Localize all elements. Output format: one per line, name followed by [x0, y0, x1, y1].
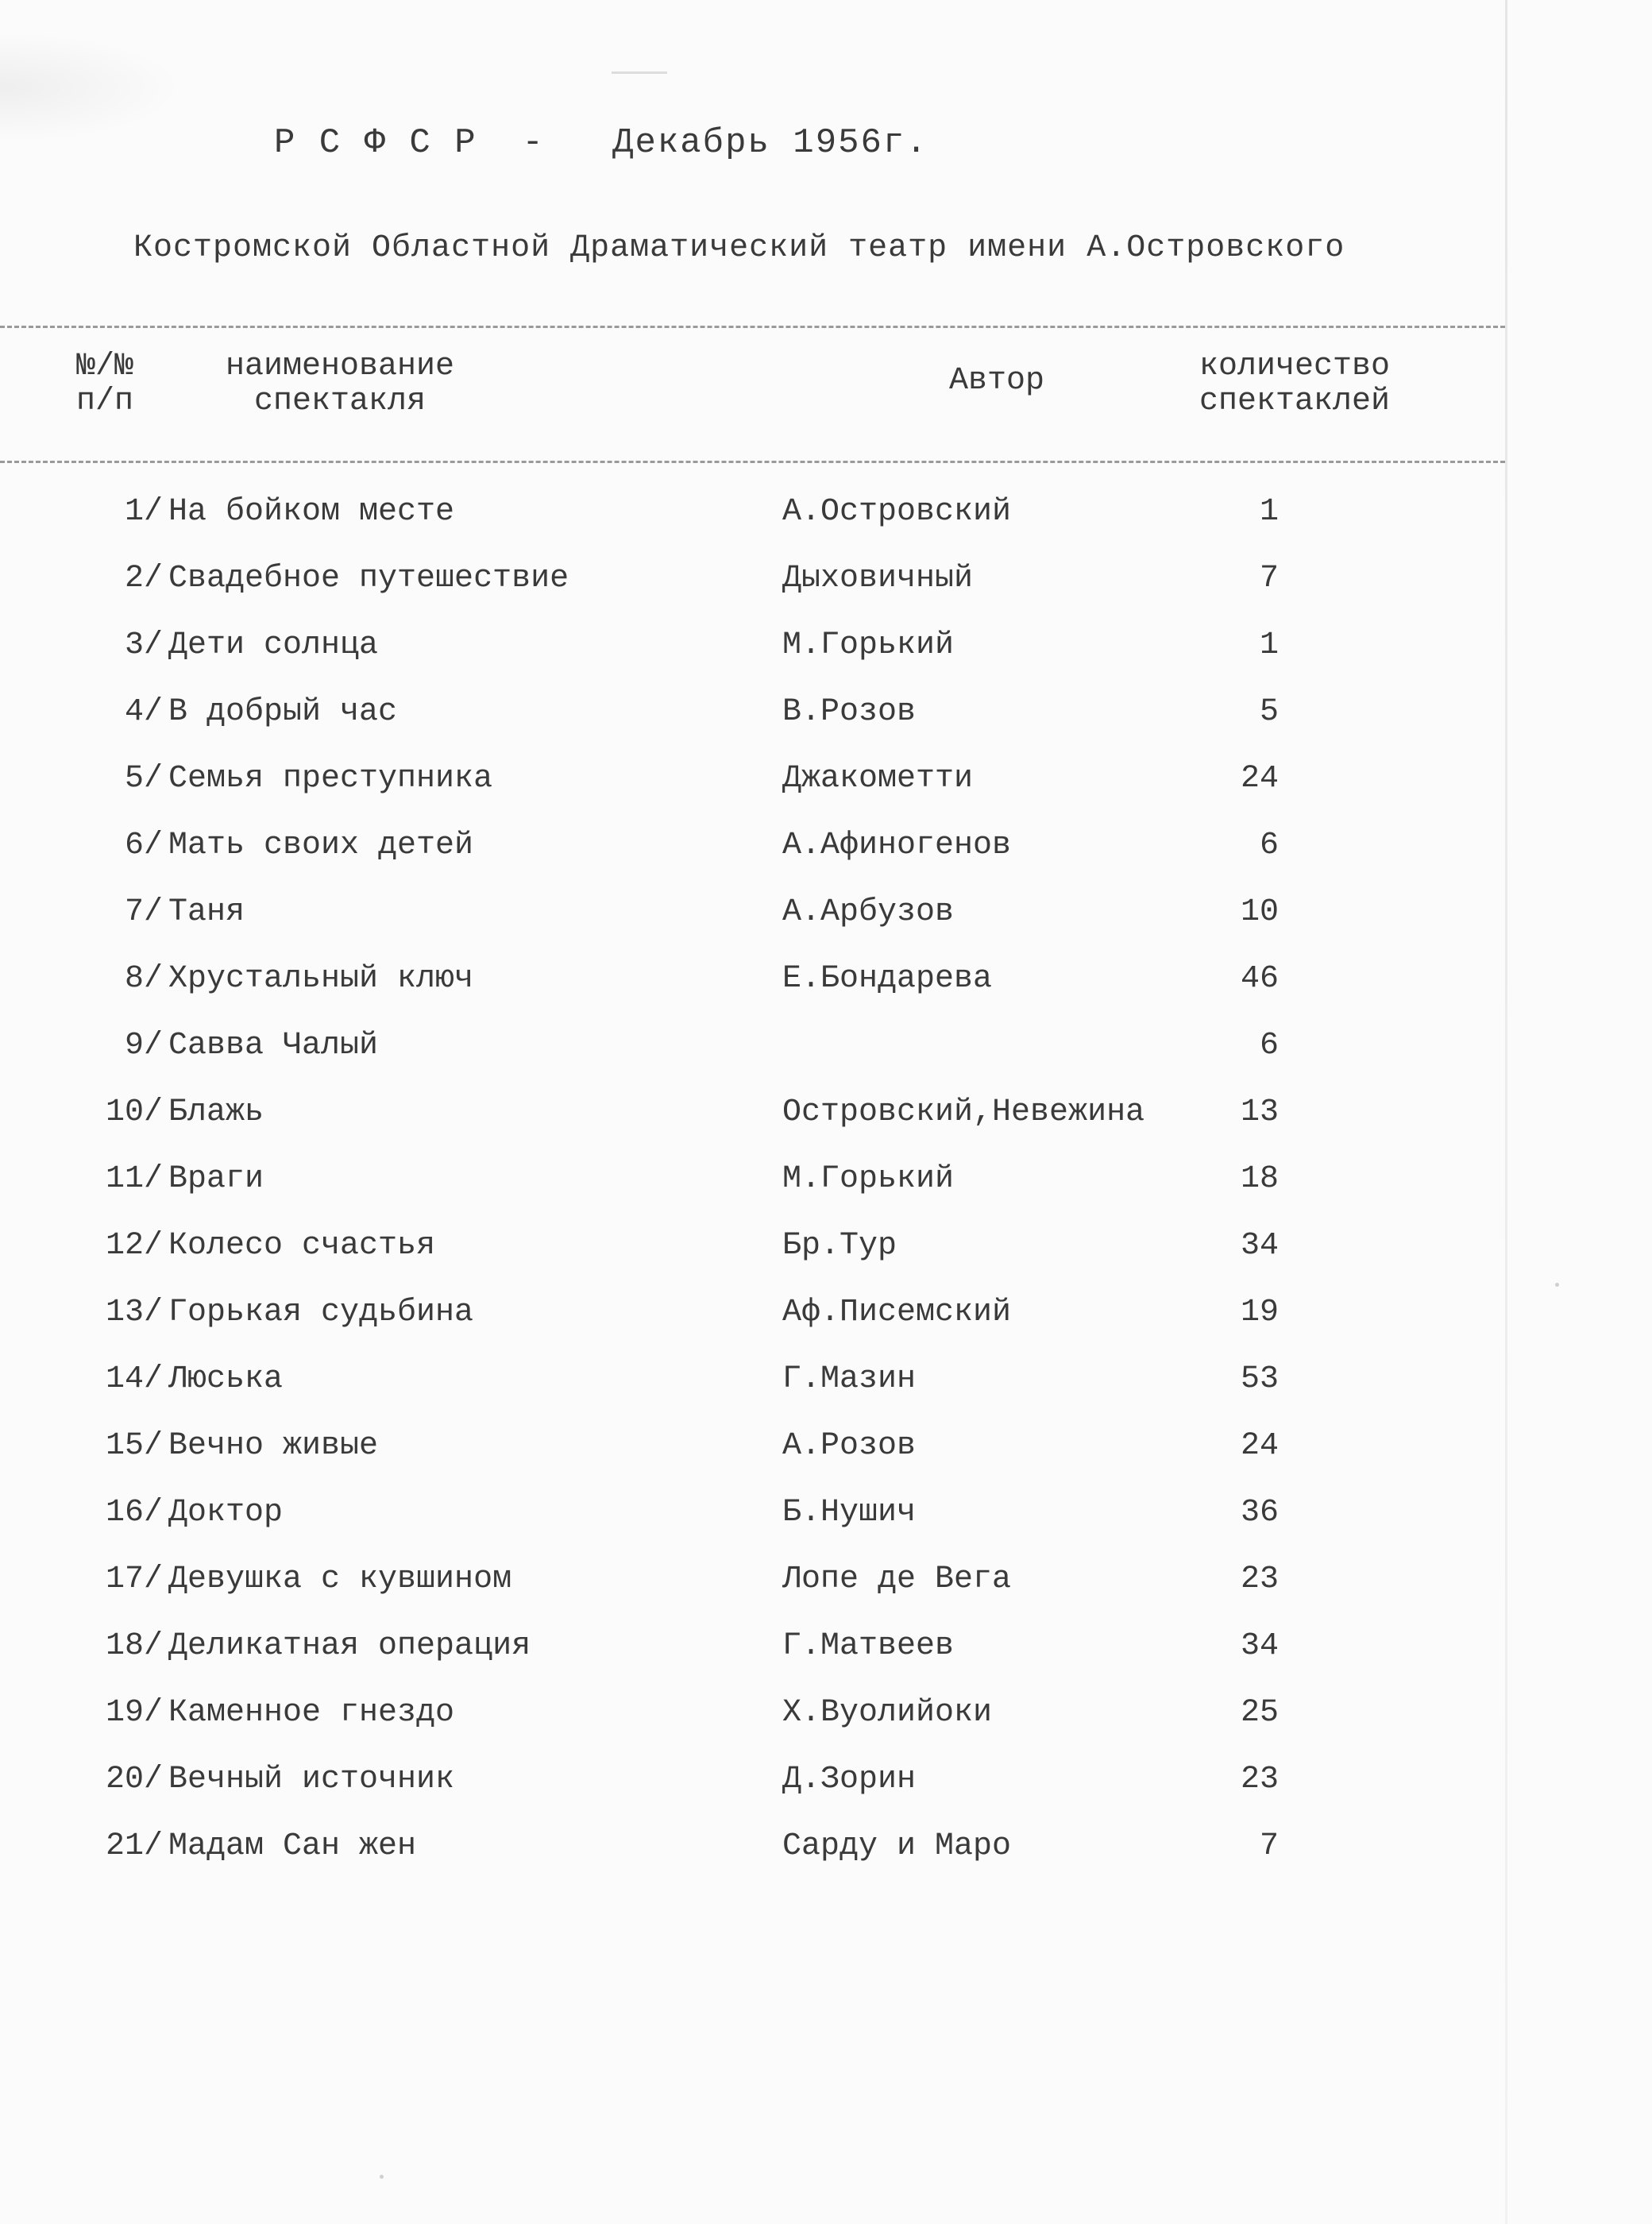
- table-row: [0, 1562, 1505, 1628]
- table-row: [0, 561, 1505, 627]
- row-number: 14/: [105, 1361, 163, 1397]
- page-title: Р С Ф С Р - Декабрь 1956г.: [274, 123, 928, 163]
- row-title: Семья преступника: [168, 761, 493, 797]
- row-author: Островский,Невежина: [782, 1095, 1145, 1130]
- row-author: М.Горький: [782, 627, 955, 663]
- row-title: Таня: [168, 894, 245, 930]
- row-count: 5: [1259, 694, 1279, 730]
- row-author: Д.Зорин: [782, 1762, 917, 1797]
- row-count: 13: [1240, 1095, 1279, 1130]
- row-title: Дети солнца: [168, 627, 379, 663]
- row-title: Вечно живые: [168, 1428, 379, 1464]
- table-row: [0, 1695, 1505, 1762]
- row-author: Аф.Писемский: [782, 1295, 1012, 1330]
- row-number: 8/: [124, 961, 163, 997]
- row-number: 19/: [105, 1695, 163, 1731]
- table-row: [0, 1828, 1505, 1895]
- row-title: Свадебное путешествие: [168, 561, 569, 597]
- row-number: 9/: [124, 1028, 163, 1064]
- row-author: Б.Нушич: [782, 1495, 917, 1531]
- row-count: 53: [1240, 1361, 1279, 1397]
- row-count: 23: [1240, 1762, 1279, 1797]
- row-title: Мать своих детей: [168, 828, 474, 863]
- performance-table-body: [0, 494, 1505, 1895]
- row-number: 6/: [124, 828, 163, 863]
- table-row: [0, 1762, 1505, 1828]
- row-count: 10: [1240, 894, 1279, 930]
- row-title: Горькая судьбина: [168, 1295, 474, 1330]
- row-count: 34: [1240, 1628, 1279, 1664]
- row-title: Савва Чалый: [168, 1028, 379, 1064]
- column-header-title: наименование спектакля: [225, 349, 455, 419]
- row-title: Хрустальный ключ: [168, 961, 474, 997]
- row-title: Доктор: [168, 1495, 284, 1531]
- row-author: Г.Мазин: [782, 1361, 917, 1397]
- table-row: [0, 694, 1505, 761]
- row-title: Вечный источник: [168, 1762, 455, 1797]
- row-count: 18: [1240, 1161, 1279, 1197]
- row-title: Враги: [168, 1161, 264, 1197]
- row-count: 24: [1240, 761, 1279, 797]
- row-number: 21/: [105, 1828, 163, 1864]
- column-header-count: количество спектаклей: [1199, 349, 1391, 419]
- row-title: Каменное гнездо: [168, 1695, 455, 1731]
- scan-speck: [1555, 1283, 1559, 1287]
- row-author: Е.Бондарева: [782, 961, 993, 997]
- row-author: Дыховичный: [782, 561, 974, 597]
- row-title: На бойком месте: [168, 494, 455, 530]
- row-author: Г.Матвеев: [782, 1628, 955, 1664]
- header-bottom-rule: [0, 461, 1505, 463]
- row-count: 6: [1259, 1028, 1279, 1064]
- table-row: [0, 1095, 1505, 1161]
- row-author: Лопе де Вега: [782, 1562, 1012, 1597]
- row-number: 15/: [105, 1428, 163, 1464]
- row-title: Колесо счастья: [168, 1228, 436, 1264]
- row-count: 34: [1240, 1228, 1279, 1264]
- row-count: 36: [1240, 1495, 1279, 1531]
- page-edge: [1505, 0, 1507, 2224]
- row-number: 10/: [105, 1095, 163, 1130]
- row-number: 12/: [105, 1228, 163, 1264]
- table-row: [0, 1628, 1505, 1695]
- row-count: 24: [1240, 1428, 1279, 1464]
- row-author: М.Горький: [782, 1161, 955, 1197]
- row-count: 23: [1240, 1562, 1279, 1597]
- row-count: 46: [1240, 961, 1279, 997]
- row-count: 1: [1259, 627, 1279, 663]
- row-title: Блажь: [168, 1095, 264, 1130]
- row-number: 13/: [105, 1295, 163, 1330]
- row-number: 11/: [105, 1161, 163, 1197]
- table-row: [0, 1161, 1505, 1228]
- row-count: 7: [1259, 561, 1279, 597]
- table-row: [0, 961, 1505, 1028]
- table-row: [0, 828, 1505, 894]
- row-title: Деликатная операция: [168, 1628, 531, 1664]
- table-row: [0, 494, 1505, 561]
- column-header-number: №/№ п/п: [75, 349, 133, 419]
- row-author: А.Островский: [782, 494, 1012, 530]
- row-number: 16/: [105, 1495, 163, 1531]
- row-number: 4/: [124, 694, 163, 730]
- table-row: [0, 1028, 1505, 1095]
- row-number: 5/: [124, 761, 163, 797]
- scan-smudge: [0, 32, 183, 143]
- row-number: 17/: [105, 1562, 163, 1597]
- row-title: В добрый час: [168, 694, 398, 730]
- row-count: 25: [1240, 1695, 1279, 1731]
- table-row: [0, 1295, 1505, 1361]
- table-row: [0, 1428, 1505, 1495]
- row-number: 3/: [124, 627, 163, 663]
- row-author: А.Арбузов: [782, 894, 955, 930]
- table-row: [0, 894, 1505, 961]
- row-count: 19: [1240, 1295, 1279, 1330]
- row-author: А.Розов: [782, 1428, 917, 1464]
- column-header-author: Автор: [949, 363, 1045, 399]
- row-number: 7/: [124, 894, 163, 930]
- row-count: 1: [1259, 494, 1279, 530]
- page-subtitle: Костромской Областной Драматический театр имени А.Островского: [133, 230, 1345, 266]
- scan-mark: [612, 71, 667, 74]
- row-title: Люська: [168, 1361, 284, 1397]
- row-author: Бр.Тур: [782, 1228, 897, 1264]
- table-row: [0, 1361, 1505, 1428]
- row-author: А.Афиногенов: [782, 828, 1012, 863]
- row-author: В.Розов: [782, 694, 917, 730]
- row-count: 6: [1259, 828, 1279, 863]
- table-row: [0, 761, 1505, 828]
- row-title: Девушка с кувшином: [168, 1562, 512, 1597]
- row-number: 1/: [124, 494, 163, 530]
- table-row: [0, 627, 1505, 694]
- row-author: Х.Вуолийоки: [782, 1695, 993, 1731]
- scan-speck: [380, 2175, 384, 2179]
- row-number: 18/: [105, 1628, 163, 1664]
- row-title: Мадам Сан жен: [168, 1828, 417, 1864]
- row-number: 20/: [105, 1762, 163, 1797]
- row-author: Сарду и Маро: [782, 1828, 1012, 1864]
- header-top-rule: [0, 326, 1505, 328]
- row-author: Джакометти: [782, 761, 974, 797]
- table-row: [0, 1228, 1505, 1295]
- row-number: 2/: [124, 561, 163, 597]
- row-count: 7: [1259, 1828, 1279, 1864]
- table-row: [0, 1495, 1505, 1562]
